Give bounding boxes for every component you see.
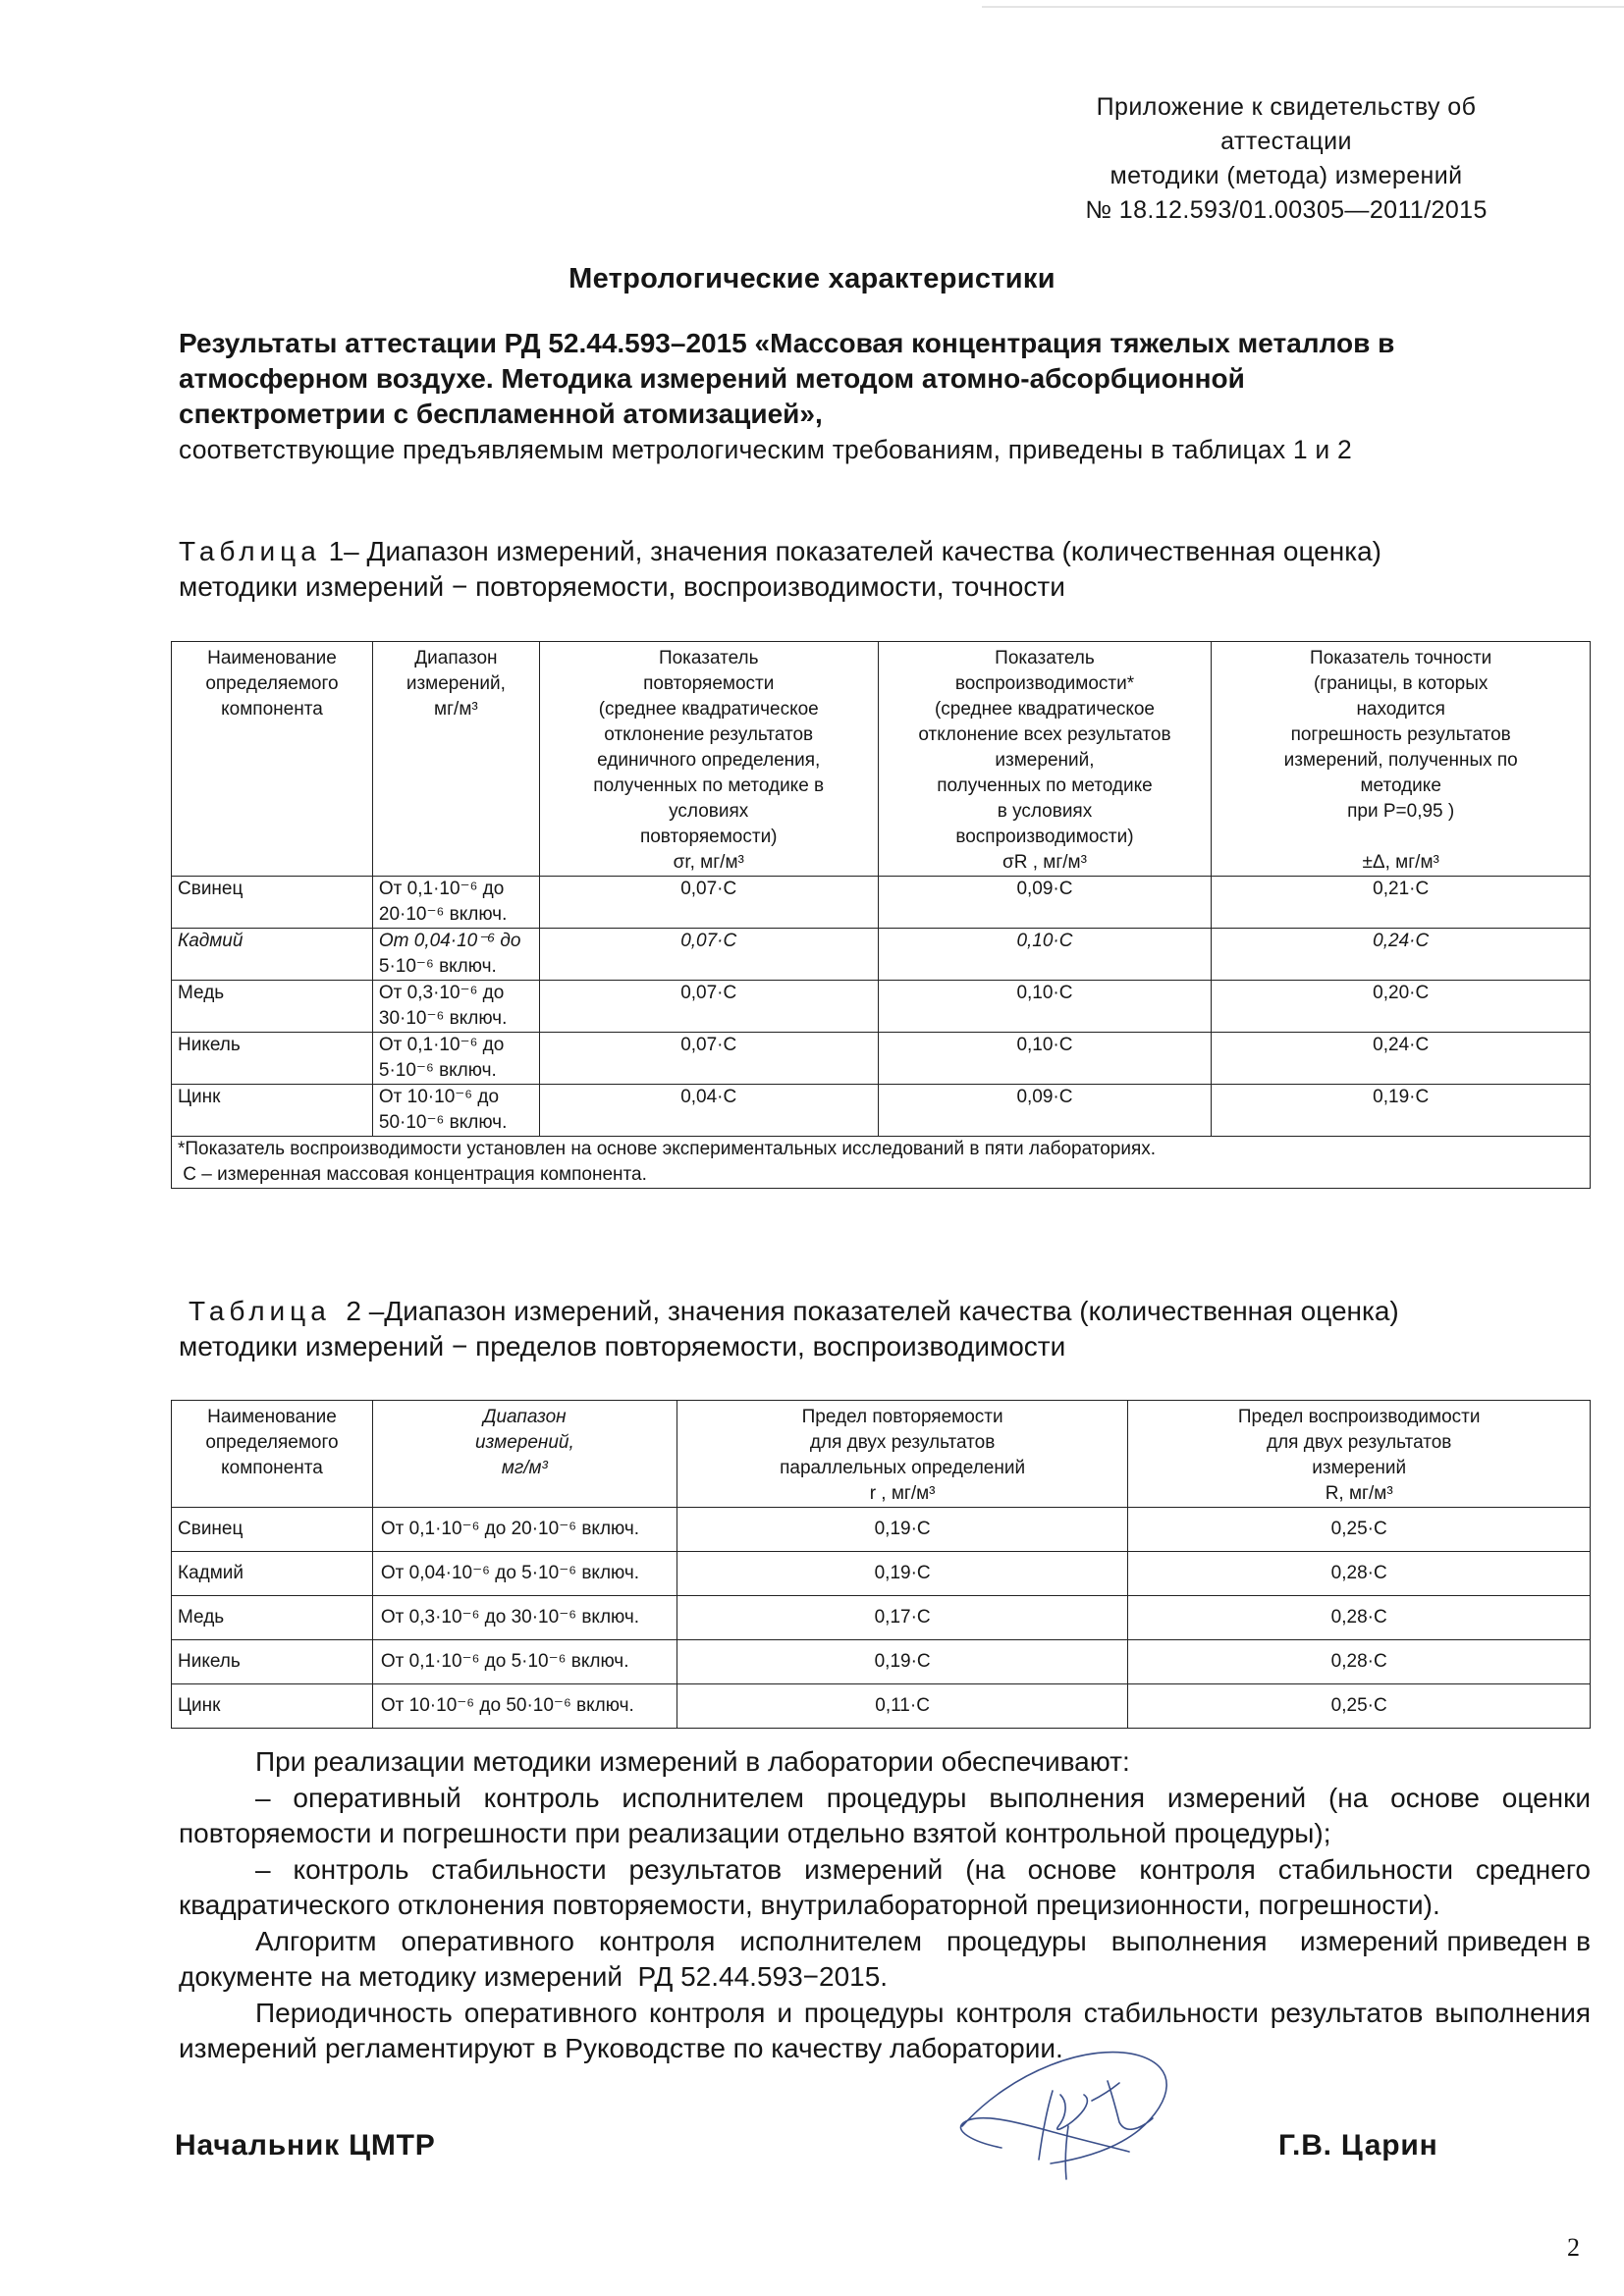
intro-normal-line: соответствующие предъявляемым метрологическим требованиям, приведены в таблицах 1 и 2: [179, 435, 1352, 464]
t1-cell-name: Медь: [172, 981, 373, 1033]
t1-note-line-2: С – измеренная массовая концентрация компонента.: [178, 1164, 647, 1185]
t2-cell-name: Цинк: [172, 1684, 373, 1729]
t1-cell-reproducibility: 0,10·С: [878, 981, 1212, 1033]
header-line: воспроизводимости): [955, 827, 1134, 847]
table1-note-row: [172, 1137, 1591, 1189]
header-line: определяемого: [205, 673, 339, 694]
header-line: Предел повторяемости: [801, 1407, 1003, 1427]
intro-bold-line-3: спектрометрии с беспламенной атомизацией»,: [179, 399, 823, 429]
table-row: [172, 1552, 1591, 1596]
header-line: Показатель: [658, 648, 759, 668]
t1-cell-repeatability: 0,07·С: [539, 877, 878, 929]
intro-bold-line-1: Результаты аттестации РД 52.44.593–2015 «Массовая концентрация тяжелых металлов в: [179, 328, 1395, 358]
t2-cell-name: Свинец: [172, 1508, 373, 1552]
header-line: σr, мг/м³: [673, 852, 744, 873]
t2-header-component: [172, 1401, 373, 1508]
table2-caption: [179, 1294, 1573, 1364]
header-line: условиях: [669, 801, 749, 822]
range-line-2: 30·10⁻⁶ включ.: [378, 1008, 508, 1029]
header-line: (среднее квадратическое: [934, 699, 1155, 720]
header-line: мг/м³: [434, 699, 478, 720]
header-line: измерений: [1312, 1458, 1407, 1478]
t1-cell-repeatability: 0,07·С: [539, 981, 878, 1033]
table2-caption-word: Таблица: [189, 1296, 331, 1326]
range-line-1: От 0,3·10⁻⁶ до: [378, 983, 505, 1003]
header-line: измерений,: [406, 673, 506, 694]
header-line: [1216, 825, 1586, 850]
t2-cell-range: От 10·10⁻⁶ до 50·10⁻⁶ включ.: [372, 1684, 677, 1729]
t1-cell-name: Никель: [172, 1033, 373, 1085]
header-line: в условиях: [997, 801, 1093, 822]
signer-name: Г.В. Царин: [1278, 2129, 1438, 2162]
header-line: Диапазон: [483, 1407, 567, 1427]
t1-cell-reproducibility: 0,09·С: [878, 877, 1212, 929]
range-line-2: 50·10⁻⁶ включ.: [378, 1112, 508, 1133]
header-line: компонента: [221, 1458, 323, 1478]
header-line: единичного определения,: [597, 750, 821, 771]
header-line: Показатель: [995, 648, 1095, 668]
t1-cell-range: [372, 929, 539, 981]
table-row: [172, 1085, 1591, 1137]
table-row: [172, 1640, 1591, 1684]
table1-caption-line2: методики измерений − повторяемости, воспроизводимости, точности: [179, 571, 1065, 602]
body-paragraph-3: – контроль стабильности результатов измерений (на основе контроля стабильности среднего квадратического отклонения повторяемости, внутрилабораторной прецизионности, погрешности).: [179, 1853, 1591, 1920]
t2-cell-r: 0,19·С: [677, 1640, 1128, 1684]
header-line: отклонение всех результатов: [918, 724, 1171, 745]
t1-cell-range: [372, 877, 539, 929]
table2-caption-rest: 2 –Диапазон измерений, значения показателей качества (количественная оценка): [330, 1296, 1399, 1326]
table-row: [172, 1508, 1591, 1552]
range-line-2: 5·10⁻⁶ включ.: [378, 1060, 497, 1081]
header-line: для двух результатов: [809, 1432, 996, 1453]
t2-cell-R: 0,28·С: [1128, 1640, 1591, 1684]
header-line-4: № 18.12.593/01.00305—2011/2015: [1085, 196, 1488, 224]
table1-caption-rest: 1– Диапазон измерений, значения показателей качества (количественная оценка): [320, 536, 1381, 566]
t2-cell-range: От 0,04·10⁻⁶ до 5·10⁻⁶ включ.: [372, 1552, 677, 1596]
t2-cell-name: Кадмий: [172, 1552, 373, 1596]
header-line: σR , мг/м³: [1001, 852, 1087, 873]
t2-header-repeatability-limit: [677, 1401, 1128, 1508]
t2-header-reproducibility-limit: [1128, 1401, 1591, 1508]
table1-caption: [179, 534, 1573, 605]
header-line: R, мг/м³: [1325, 1483, 1393, 1504]
t1-cell-name: Кадмий: [172, 929, 373, 981]
t1-note: [172, 1137, 1591, 1189]
table-2: [171, 1400, 1591, 1729]
t1-cell-name: Цинк: [172, 1085, 373, 1137]
table-row: [172, 1684, 1591, 1729]
t2-cell-range: От 0,3·10⁻⁶ до 30·10⁻⁶ включ.: [372, 1596, 677, 1640]
header-line: измерений,: [474, 1432, 574, 1453]
t1-cell-range: [372, 1085, 539, 1137]
header-line: при P=0,95 ): [1347, 801, 1455, 822]
table2-caption-line2: методики измерений − пределов повторяемости, воспроизводимости: [179, 1331, 1066, 1362]
header-line: полученных по методике: [937, 775, 1153, 796]
t2-cell-r: 0,19·С: [677, 1508, 1128, 1552]
handwritten-signature: [943, 2032, 1198, 2189]
header-line: измерений,: [995, 750, 1095, 771]
t1-header-component: [172, 642, 373, 877]
table-row: [172, 981, 1591, 1033]
table1-caption-word: Таблица: [179, 536, 321, 566]
t2-cell-r: 0,11·С: [677, 1684, 1128, 1729]
table-row: [172, 1596, 1591, 1640]
t1-cell-name: Свинец: [172, 877, 373, 929]
header-line-1: Приложение к свидетельству об: [1096, 93, 1477, 121]
t2-cell-R: 0,25·С: [1128, 1684, 1591, 1729]
t1-cell-reproducibility: 0,09·С: [878, 1085, 1212, 1137]
t2-cell-R: 0,25·С: [1128, 1508, 1591, 1552]
header-line: находится: [1356, 699, 1445, 720]
range-line-1: От 0,04·10⁻⁶ до: [378, 931, 521, 951]
table-1: [171, 641, 1591, 1189]
header-line: Наименование: [207, 648, 337, 668]
range-line-1: От 10·10⁻⁶ до: [378, 1087, 500, 1107]
t1-header-range: [372, 642, 539, 877]
header-line: параллельных определений: [780, 1458, 1026, 1478]
header-line: компонента: [221, 699, 323, 720]
t2-cell-R: 0,28·С: [1128, 1596, 1591, 1640]
t1-cell-accuracy: 0,24·С: [1212, 1033, 1591, 1085]
appendix-header: [1011, 90, 1561, 228]
range-line-2: 20·10⁻⁶ включ.: [378, 904, 508, 925]
t1-cell-reproducibility: 0,10·С: [878, 929, 1212, 981]
range-line-1: От 0,1·10⁻⁶ до: [378, 1035, 505, 1055]
t2-cell-name: Никель: [172, 1640, 373, 1684]
t1-note-line-1: *Показатель воспроизводимости установлен на основе экспериментальных исследований в пяти лабораториях.: [178, 1139, 1157, 1159]
header-line: Показатель точности: [1310, 648, 1492, 668]
t1-cell-accuracy: 0,24·С: [1212, 929, 1591, 981]
t2-cell-R: 0,28·С: [1128, 1552, 1591, 1596]
header-line: (границы, в которых: [1313, 673, 1489, 694]
intro-paragraph: [179, 326, 1553, 467]
t1-header-reproducibility: [878, 642, 1212, 877]
t2-cell-name: Медь: [172, 1596, 373, 1640]
table-row: [172, 1033, 1591, 1085]
page-number: 2: [1567, 2233, 1580, 2262]
header-line: мг/м³: [501, 1458, 548, 1478]
header-line: (среднее квадратическое: [598, 699, 819, 720]
t1-cell-repeatability: 0,07·С: [539, 1033, 878, 1085]
table-row: [172, 929, 1591, 981]
header-line: повторяемости: [643, 673, 775, 694]
scan-edge-line: [982, 6, 1624, 8]
header-line: повторяемости): [639, 827, 778, 847]
header-line: погрешность результатов: [1290, 724, 1511, 745]
header-line: воспроизводимости*: [954, 673, 1135, 694]
header-line: отклонение результатов: [604, 724, 814, 745]
table1-header-row: [172, 642, 1591, 877]
header-line: Наименование: [207, 1407, 337, 1427]
range-line-1: От 0,1·10⁻⁶ до: [378, 879, 505, 899]
t1-cell-reproducibility: 0,10·С: [878, 1033, 1212, 1085]
body-paragraph-1: При реализации методики измерений в лаборатории обеспечивают:: [255, 1746, 1130, 1777]
t1-header-accuracy: [1212, 642, 1591, 877]
table-row: [172, 877, 1591, 929]
t2-cell-range: От 0,1·10⁻⁶ до 5·10⁻⁶ включ.: [372, 1640, 677, 1684]
header-line: Предел воспроизводимости: [1237, 1407, 1481, 1427]
t1-cell-range: [372, 1033, 539, 1085]
intro-bold-line-2: атмосферном воздухе. Методика измерений методом атомно-абсорбционной: [179, 363, 1245, 394]
t1-cell-accuracy: 0,20·С: [1212, 981, 1591, 1033]
header-line: для двух результатов: [1267, 1432, 1452, 1453]
t2-cell-r: 0,19·С: [677, 1552, 1128, 1596]
body-text: [179, 1744, 1598, 2067]
t2-cell-r: 0,17·С: [677, 1596, 1128, 1640]
header-line-3: методики (метода) измерений: [1110, 162, 1463, 189]
t1-header-repeatability: [539, 642, 878, 877]
t1-cell-accuracy: 0,21·С: [1212, 877, 1591, 929]
table2-header-row: [172, 1401, 1591, 1508]
header-line: r , мг/м³: [869, 1483, 936, 1504]
range-line-2: 5·10⁻⁶ включ.: [378, 956, 497, 977]
t1-cell-repeatability: 0,07·С: [539, 929, 878, 981]
header-line: определяемого: [205, 1432, 339, 1453]
t1-cell-repeatability: 0,04·С: [539, 1085, 878, 1137]
body-paragraph-4: Алгоритм оперативного контроля исполнителем процедуры выполнения измерений приведен в документе на методику измерений РД 52.44.593−2015.: [179, 1925, 1598, 1992]
body-paragraph-2: – оперативный контроль исполнителем процедуры выполнения измерений (на основе оценки повторяемости и погрешности при реализации отдельно взятой контрольной процедуры);: [179, 1782, 1591, 1848]
page-title: Метрологические характеристики: [568, 263, 1056, 294]
t2-cell-range: От 0,1·10⁻⁶ до 20·10⁻⁶ включ.: [372, 1508, 677, 1552]
header-line: ±Δ, мг/м³: [1362, 852, 1439, 873]
t1-cell-accuracy: 0,19·С: [1212, 1085, 1591, 1137]
header-line: измерений, полученных по: [1283, 750, 1518, 771]
header-line: Диапазон: [414, 648, 498, 668]
t2-header-range: [372, 1401, 677, 1508]
header-line: методике: [1360, 775, 1441, 796]
header-line-2: аттестации: [1220, 128, 1352, 155]
body-paragraph-5: Периодичность оперативного контроля и процедуры контроля стабильности результатов выполнения измерений регламентируют в Руководстве по качеству лаборатории.: [179, 1997, 1591, 2063]
header-line: полученных по методике в: [593, 775, 825, 796]
signer-position: Начальник ЦМТР: [175, 2129, 436, 2162]
t1-cell-range: [372, 981, 539, 1033]
